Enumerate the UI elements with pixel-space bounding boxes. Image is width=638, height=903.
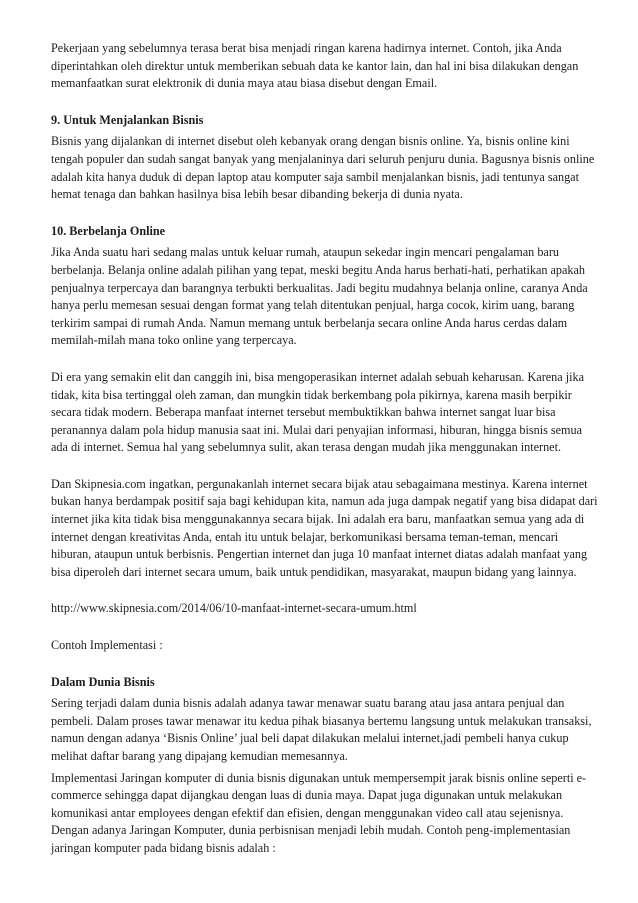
source-url[interactable]: http://www.skipnesia.com/2014/06/10-manfaat-internet-secara-umum.html [51,601,417,616]
business-paragraph-2: Implementasi Jaringan komputer di dunia bisnis digunakan untuk mempersempit jarak bisnis online seperti e-commerce sehingga dapat dijangkau dengan luas di dunia maya. Dapat juga digunakan untuk melakukan komunikasi antar employees dengan efektif dan efisien, dengan menggunakan video call atau sejenisnya. Dengan adanya Jaringan Komputer, dunia perbisnisan menjadi lebih mudah. Contoh peng-implementasian jaringan komputer pada bidang bisnis adalah : [51,770,587,855]
section-9-body: Bisnis yang dijalankan di internet disebut oleh kebanyak orang dengan bisnis online. Ya, bisnis online kini tengah populer dan sudah sangat banyak yang menjalaninya dari seluruh penjuru dunia. Bagusnya bisnis online adalah kita hanya duduk di depan laptop atau komputer saja sambil menjalankan bisnis, jadi tentunya sangat hemat tenaga dan bahkan hasilnya bisa lebih besar dibanding bekerja di dunia nyata. [51,134,595,202]
business-paragraph-1: Sering terjadi dalam dunia bisnis adalah adanya tawar menawar suatu barang atau jasa antara penjual dan pembeli. Dalam proses tawar menawar itu kedua pihak biasanya bertemu langsung untuk melakukan transaksi, namun dengan adanya ‘Bisnis Online’ jual beli dapat dilakukan melalui internet,jadi pembeli hanya cukup melihat daftar barang yang dipajang kemudian memesannya. [51,696,592,763]
document-page [51,40,601,858]
section-10-body: Jika Anda suatu hari sedang malas untuk keluar rumah, ataupun sekedar ingin mencari pengalaman baru berbelanja. Belanja online adalah pilihan yang tepat, meski begitu Anda harus berhati-hati, perhatikan apakah penjualnya terpercaya dan barangnya terbukti berkualitas. Jadi begitu mudahnya belanja online, caranya Anda hanya perlu memesan sesuai dengan format yang telah ditentukan penjual, harga cocok, kirim uang, barang terkirim sampai di rumah Anda. Namun memang untuk berbelanja secara online Anda harus cerdas dalam memilah-milah mana toko online yang terpercaya. [51,245,588,348]
closing-paragraph-1: Di era yang semakin elit dan canggih ini, bisa mengoperasikan internet adalah sebuah keharusan. Karena jika tidak, kita bisa tertinggal oleh zaman, dan mungkin tidak berkembang pola pikirnya, karena masih berpikir secara tidak modern. Beberapa manfaat internet tersebut membuktikkan bahwa internet sangat luar bisa peranannya dalam pola hidup manusia saat ini. Mulai dari penyajian informasi, hiburan, hingga bisnis semua ada di internet. Semua hal yang sebelumnya sulit, akan terasa dengan mudah jika menggunakan internet. [51,369,585,455]
business-section-heading: Dalam Dunia Bisnis [51,674,155,689]
closing-paragraph-2: Dan Skipnesia.com ingatkan, pergunakanlah internet secara bijak atau sebagaimana mestinya. Karena internet bukan hanya berdampak positif saja bagi kehidupan kita, namun ada juga dampak negatif yang bisa didapat dari internet jika kita tidak bisa menggunakannya secara bijak. Ini adalah era baru, manfaatkan semua yang ada di internet dengan kreativitas Anda, entah itu untuk belajar, berkomunikasi bersama teman-teman, mencari hiburan, ataupun untuk berbisnis. Pengertian internet dan juga 10 manfaat internet diatas adalah manfaat yang bisa diperoleh dari internet secara umum, baik untuk pendidikan, masyarakat, maupun bidang yang lainnya. [51,476,598,579]
section-10-heading: 10. Berbelanja Online [51,223,166,238]
intro-paragraph: Pekerjaan yang sebelumnya terasa berat bisa menjadi ringan karena hadirnya internet. Contoh, jika Anda diperintahkan oleh direktur untuk memberikan sebuah data ke kantor lain, dan hal ini bisa dilakukan dengan memanfaatkan surat elektronik di dunia maya atau biasa disebut dengan Email. [51,41,579,91]
section-9-heading: 9. Untuk Menjalankan Bisnis [51,112,204,127]
example-label: Contoh Implementasi : [51,638,163,653]
